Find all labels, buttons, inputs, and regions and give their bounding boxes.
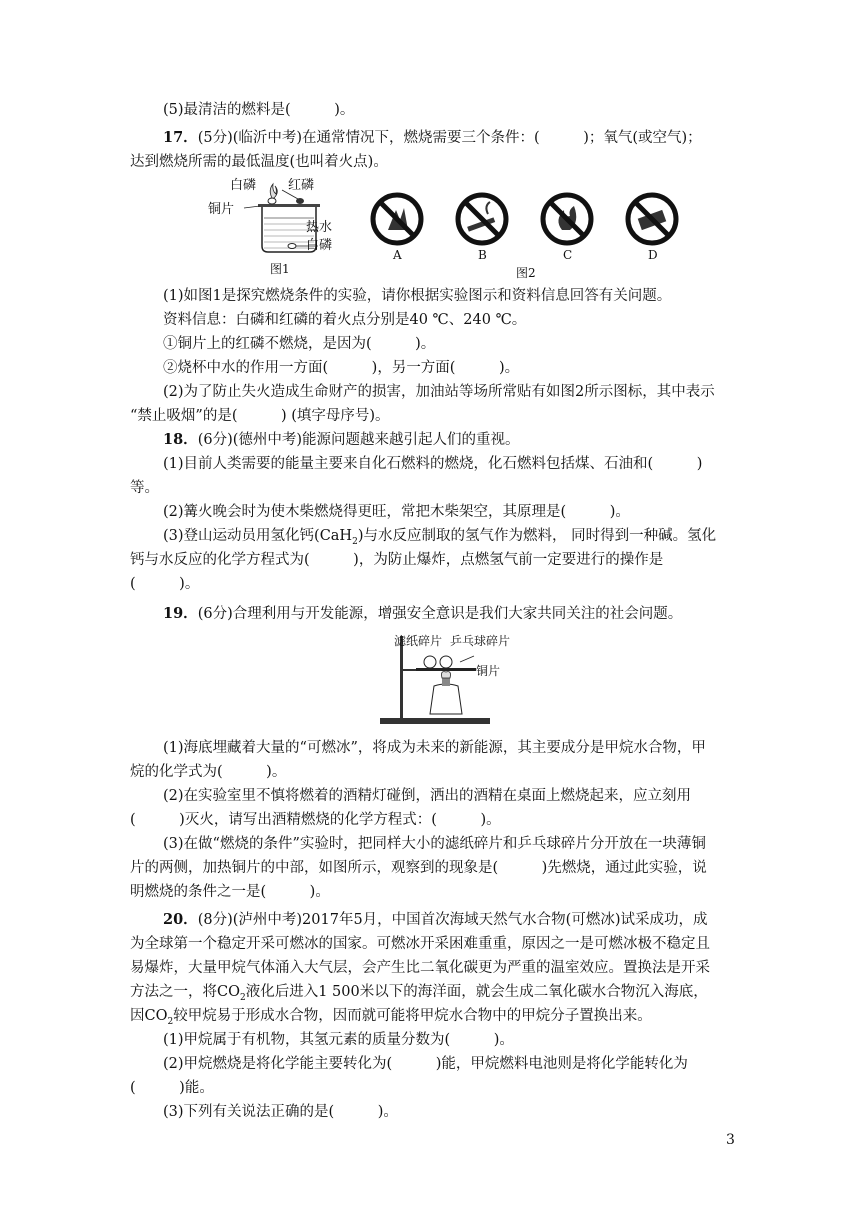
subscript: 2	[167, 1016, 174, 1027]
sign-b-label: B	[478, 248, 487, 262]
q18-part2: (2)篝火晚会时为使木柴燃烧得更旺，常把木柴架空，其原理是( )。	[163, 504, 630, 520]
sign-b-icon	[458, 195, 506, 243]
q18-part3c: ( )。	[130, 576, 200, 592]
q20-line5-text2: 较甲烷易于形成水合物，因而就可能将甲烷水合物中的甲烷分子置换出来。	[173, 1008, 652, 1024]
q18-part1b: 等。	[130, 480, 159, 496]
q19-part3a: (3)在做“燃烧的条件”实验时，把同样大小的滤纸碎片和乒乓球碎片分开放在一块薄铜	[163, 836, 706, 852]
q17-part2a: (2)为了防止失火造成生命财产的损害，加油站等场所常贴有如图2所示图标，其中表示	[163, 384, 715, 400]
q18-part3a-text2: )与水反应制取的氢气作为燃料， 同时得到一种碱。氢化	[357, 528, 717, 544]
q19-part3c: 明燃烧的条件之一是( )。	[130, 884, 330, 900]
q20-part2a: (2)甲烷燃烧是将化学能主要转化为( )能，甲烷燃料电池则是将化学能转化为	[163, 1056, 688, 1072]
figure-2-caption: 图2	[516, 266, 536, 280]
q18-part3b: 钙与水反应的化学方程式为( )，为防止爆炸，点燃氢气前一定要进行的操作是	[130, 552, 664, 568]
label-white-phosphorus-bottom: 白磷	[306, 238, 333, 253]
q17-line2: 达到燃烧所需的最低温度(也叫着火点)。	[130, 154, 388, 170]
q17-part2b: “禁止吸烟”的是( ) (填字母序号)。	[130, 408, 390, 424]
sign-d-label: D	[648, 248, 658, 262]
q17-part1: (1)如图1是探究燃烧条件的实验，请你根据实验图示和资料信息回答有关问题。	[163, 288, 672, 304]
subscript: 2	[352, 536, 358, 547]
label-white-phosphorus-top: 白磷	[230, 178, 257, 193]
q16-part5: (5)最清洁的燃料是( )。	[163, 102, 355, 118]
q18-number: 18．	[163, 431, 198, 448]
q19-number: 19．	[163, 605, 198, 622]
q20-line2: 为全球第一个稳定开采可燃冰的国家。可燃冰开采困难重重，原因之一是可燃冰极不稳定且	[130, 936, 710, 952]
q20-text-a: (8分)(泸州中考)2017年5月，中国首次海域天然气水合物(可燃冰)试采成功，成	[197, 912, 708, 928]
q20-part2b: ( )能。	[130, 1080, 214, 1096]
q20-line5	[130, 1006, 652, 1032]
q19-part3b: 片的两侧，加热铜片的中部，如图所示，观察到的现象是( )先燃烧，通过此实验，说	[130, 860, 707, 876]
q19-part2b: ( )灭火，请写出酒精燃烧的化学方程式：( )。	[130, 812, 501, 828]
label-red-phosphorus: 红磷	[288, 178, 315, 193]
q18-text-a: (6分)(德州中考)能源问题越来越引起人们的重视。	[197, 432, 520, 448]
label-pingpong: 乒乓球碎片	[450, 634, 511, 648]
sign-c-icon	[543, 195, 591, 243]
q20-line4-text2: 液化后进入1 500米以下的海洋面，就会生成二氧化碳水合物沉入海底，	[245, 984, 708, 1000]
figure-2	[370, 192, 690, 280]
q18-part1a: (1)目前人类需要的能量主要来自化石燃料的燃烧，化石燃料包括煤、石油和( )	[163, 456, 703, 472]
subscript: 2	[239, 992, 246, 1003]
page-number: 3	[726, 1132, 735, 1148]
q17-item1: ①铜片上的红磷不燃烧，是因为( )。	[163, 336, 436, 352]
q20-line3: 易爆炸，大量甲烷气体涌入大气层，会产生比二氧化碳更为严重的温室效应。置换法是开采	[130, 960, 710, 976]
sign-a-icon	[373, 195, 421, 243]
q19-part1b: 烷的化学式为( )。	[130, 764, 287, 780]
sign-c-label: C	[563, 248, 573, 262]
label-filter-paper: 滤纸碎片	[394, 634, 443, 648]
q17-number: 17．	[163, 129, 198, 146]
q20-number: 20．	[163, 911, 198, 928]
figure-1-caption: 图1	[270, 262, 290, 276]
q19-part1a: (1)海底埋藏着大量的“可燃冰”，将成为未来的新能源，其主要成分是甲烷水合物，甲	[163, 740, 706, 756]
q19-line1	[163, 604, 682, 624]
q17-info: 资料信息：白磷和红磷的着火点分别是40 ℃、240 ℃。	[163, 312, 527, 328]
q18-part3a	[163, 526, 716, 552]
q18-part3a-text1: (3)登山运动员用氢化钙(CaH	[163, 528, 353, 544]
q17-text-a: (5分)(临沂中考)在通常情况下，燃烧需要三个条件：( )；氧气(或空气)；	[197, 130, 702, 146]
prohibition-signs	[370, 192, 690, 248]
q20-line4-text1: 方法之一，将CO	[130, 984, 240, 1000]
q20-part1: (1)甲烷属于有机物，其氢元素的质量分数为( )。	[163, 1032, 514, 1048]
q20-part3: (3)下列有关说法正确的是( )。	[163, 1104, 398, 1120]
figure-1	[208, 176, 342, 276]
figure-3	[380, 632, 560, 728]
q18-line1	[163, 430, 520, 450]
q20-line4	[130, 982, 708, 1008]
label-copper-sheet-3: 铜片	[476, 664, 501, 678]
q19-part2a: (2)在实验室里不慎将燃着的酒精灯碰倒，洒出的酒精在桌面上燃烧起来，应立刻用	[163, 788, 692, 804]
q17-item2: ②烧杯中水的作用一方面( )，另一方面( )。	[163, 360, 520, 376]
q17-line1	[163, 128, 702, 148]
sign-d-icon	[628, 195, 676, 243]
label-hot-water: 热水	[306, 220, 333, 235]
q19-text-a: (6分)合理利用与开发能源，增强安全意识是我们大家共同关注的社会问题。	[197, 606, 683, 622]
q20-line5-text1: 因CO	[130, 1008, 168, 1024]
sign-a-label: A	[393, 248, 402, 262]
q20-line1	[163, 910, 707, 930]
label-copper-sheet: 铜片	[208, 202, 235, 217]
